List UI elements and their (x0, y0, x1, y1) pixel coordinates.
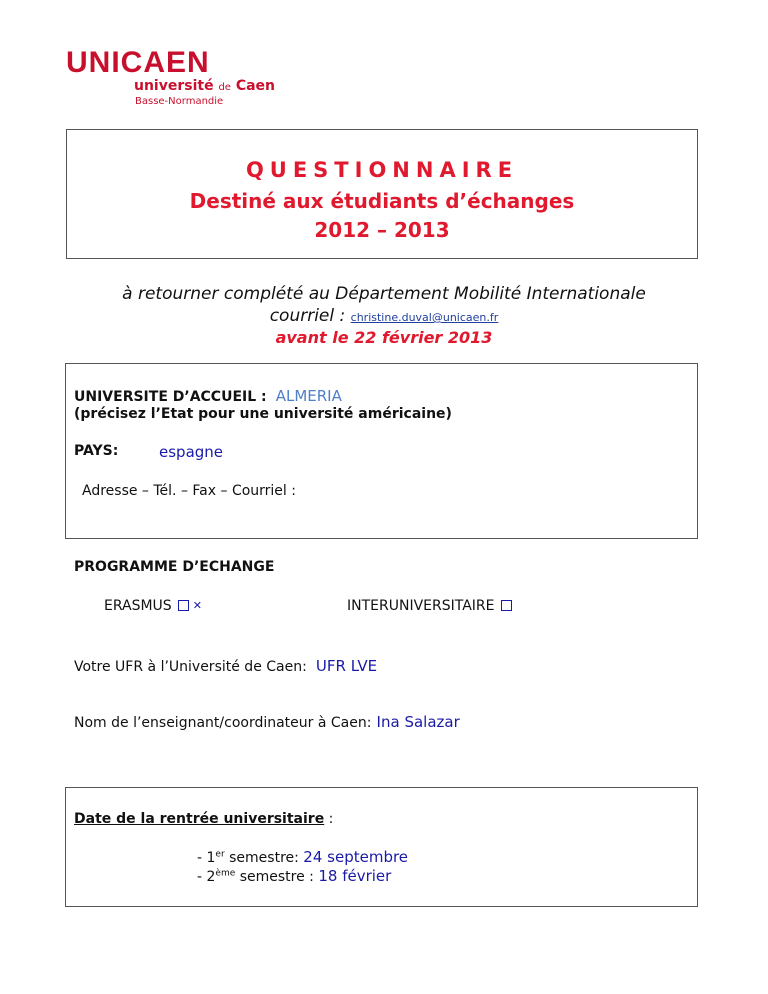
title-subtitle: Destiné aux étudiants d’échanges (189, 189, 575, 213)
start-dates-label: Date de la rentrée universitaire (74, 811, 325, 827)
teacher-value[interactable]: Ina Salazar (376, 713, 460, 731)
start-dates-box (65, 787, 698, 907)
host-university-row (74, 386, 342, 405)
semester-2-value[interactable]: 18 février (318, 867, 392, 885)
host-university-label: UNIVERSITE D’ACCUEIL : (74, 389, 267, 405)
title-box (66, 129, 698, 259)
host-university-note: (précisez l’Etat pour une université américaine) (74, 406, 452, 422)
ufr-label: Votre UFR à l’Université de Caen: (74, 659, 307, 675)
start-dates-heading: Date de la rentrée universitaire : (74, 811, 334, 827)
intro-deadline: avant le 22 février 2013 (275, 328, 493, 347)
teacher-label: Nom de l’enseignant/coordinateur à Caen: (74, 715, 372, 731)
erasmus-check-mark-icon: ✕ (192, 599, 202, 612)
logo-region: Basse-Normandie (135, 96, 224, 107)
country-value[interactable]: espagne (159, 443, 224, 461)
contact-label: Adresse – Tél. – Fax – Courriel : (82, 483, 296, 499)
program-heading: PROGRAMME D’ECHANGE (74, 559, 275, 575)
interuniversitaire-checkbox[interactable] (501, 600, 512, 611)
intro-email-line (0, 306, 768, 326)
ufr-row (74, 656, 377, 675)
semester-2-row: - 2ème semestre : 18 février (197, 867, 392, 885)
country-label: PAYS: (74, 443, 119, 459)
interuniversitaire-option (347, 598, 512, 614)
email-link[interactable]: christine.duval@unicaen.fr (350, 311, 499, 324)
erasmus-checkbox[interactable] (178, 600, 189, 611)
semester-1-row: - 1er semestre: 24 septembre (197, 848, 409, 866)
logo-university-name: université de Caen (134, 78, 276, 94)
logo-wordmark: UNICAEN (66, 46, 210, 79)
semester-1-value[interactable]: 24 septembre (303, 848, 409, 866)
erasmus-option (104, 598, 202, 614)
title-year: 2012 – 2013 (314, 218, 450, 242)
ufr-value[interactable]: UFR LVE (315, 657, 378, 675)
title-questionnaire: QUESTIONNAIRE (245, 158, 519, 182)
teacher-row (74, 712, 460, 731)
interuniversitaire-label: INTERUNIVERSITAIRE (347, 598, 495, 614)
host-university-value[interactable]: ALMERIA (275, 387, 342, 405)
intro-return-text: à retourner complété au Département Mobilité Internationale (122, 284, 646, 304)
erasmus-label: ERASMUS (104, 598, 172, 614)
email-prefix: courriel : (269, 306, 351, 326)
